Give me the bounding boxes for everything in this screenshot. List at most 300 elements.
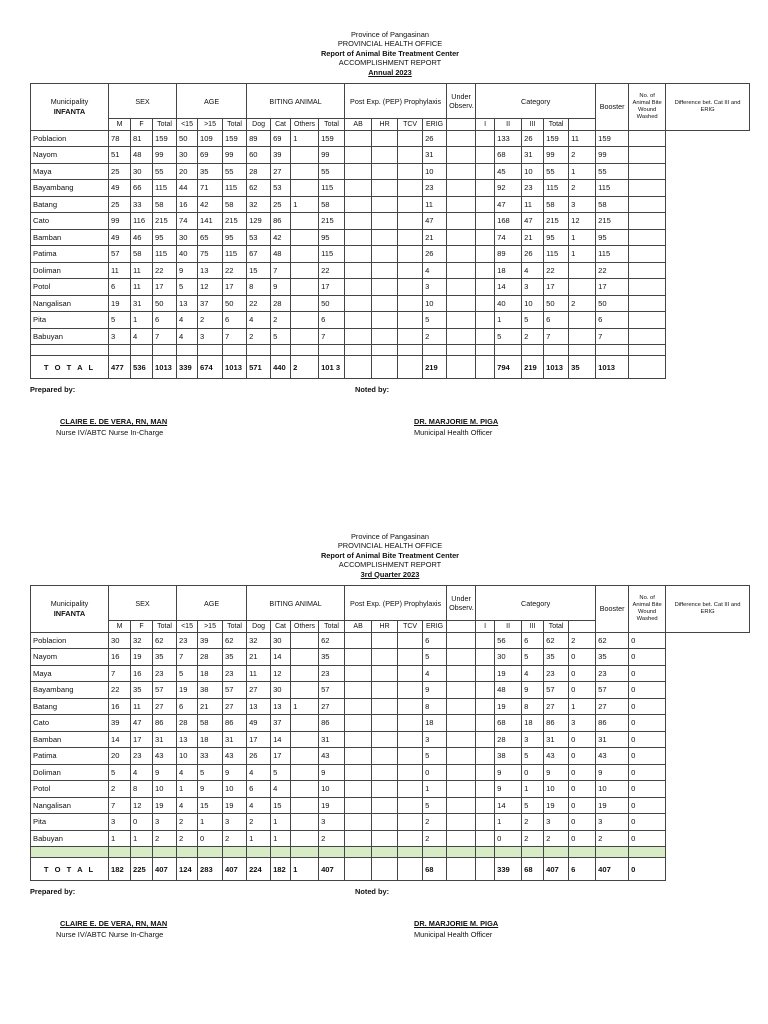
data-cell: 31 (319, 731, 345, 748)
total-cell (476, 858, 495, 881)
subcolumn-header: Others (291, 621, 319, 633)
data-cell: 58 (131, 246, 153, 263)
data-cell: 50 (319, 295, 345, 312)
municipality-cell: Babuyan (31, 328, 109, 345)
blank-cell (31, 345, 109, 356)
table-row (31, 797, 750, 814)
data-cell: 159 (223, 130, 247, 147)
data-cell: 7 (177, 649, 198, 666)
data-cell (476, 328, 495, 345)
data-cell: 5 (522, 797, 544, 814)
data-cell: 115 (544, 246, 569, 263)
blank-cell (476, 345, 495, 356)
data-cell (569, 328, 596, 345)
data-cell (447, 731, 476, 748)
data-cell: 51 (109, 147, 131, 164)
table-row (31, 698, 750, 715)
data-cell (476, 130, 495, 147)
data-cell (291, 764, 319, 781)
difference-header: Difference bet. Cat III and ERIG (666, 586, 750, 633)
data-cell: 32 (247, 632, 271, 649)
data-cell: 2 (569, 147, 596, 164)
data-cell: 50 (153, 295, 177, 312)
blank-cell (109, 847, 131, 858)
data-cell (345, 698, 372, 715)
data-cell: 0 (629, 781, 666, 798)
data-cell: 27 (596, 698, 629, 715)
subcolumn-header (447, 621, 476, 633)
data-cell: 13 (271, 698, 291, 715)
data-cell: 55 (153, 163, 177, 180)
blank-cell (153, 847, 177, 858)
data-cell: 4 (177, 328, 198, 345)
blank-cell (398, 345, 423, 356)
data-cell (398, 731, 423, 748)
data-cell: 1 (569, 163, 596, 180)
data-cell: 2 (177, 830, 198, 847)
table-row (31, 731, 750, 748)
data-cell: 40 (177, 246, 198, 263)
data-cell: 3 (544, 814, 569, 831)
data-cell: 86 (596, 715, 629, 732)
data-cell (476, 682, 495, 699)
center-line: Report of Animal Bite Treatment Center (320, 550, 460, 560)
data-cell (476, 180, 495, 197)
data-cell (291, 632, 319, 649)
blank-cell (31, 847, 109, 858)
data-cell: 1 (131, 830, 153, 847)
municipality-cell: Batang (31, 196, 109, 213)
total-label: T O T A L (31, 858, 109, 881)
data-cell (398, 279, 423, 296)
data-cell (345, 665, 372, 682)
subcolumn-header: ERIG (423, 621, 447, 633)
data-cell: 0 (569, 830, 596, 847)
table-row (31, 814, 750, 831)
data-cell: 0 (569, 731, 596, 748)
total-cell: 283 (198, 858, 223, 881)
data-cell: 23 (153, 665, 177, 682)
data-cell (372, 312, 398, 329)
noted-by-name: DR. MARJORIE M. PIGA (414, 417, 499, 427)
municipality-cell: Maya (31, 163, 109, 180)
data-cell: 13 (198, 262, 223, 279)
total-row (31, 858, 750, 881)
total-cell: 68 (423, 858, 447, 881)
data-cell: 67 (247, 246, 271, 263)
municipality-cell: Nangalisan (31, 797, 109, 814)
data-cell: 14 (495, 797, 522, 814)
data-cell: 35 (131, 682, 153, 699)
data-cell: 7 (109, 797, 131, 814)
total-cell: 1013 (223, 356, 247, 379)
data-cell (345, 632, 372, 649)
data-cell: 3 (198, 328, 223, 345)
data-cell: 37 (271, 715, 291, 732)
total-cell: 674 (198, 356, 223, 379)
municipality-cell: Bamban (31, 731, 109, 748)
data-cell (345, 213, 372, 230)
data-cell (291, 649, 319, 666)
data-cell (569, 262, 596, 279)
table-row (31, 830, 750, 847)
header-row-groups (31, 586, 750, 621)
data-cell: 30 (109, 632, 131, 649)
data-cell: 0 (629, 797, 666, 814)
data-cell: 0 (629, 814, 666, 831)
data-cell: 26 (522, 130, 544, 147)
report-type-line: ACCOMPLISHMENT REPORT (338, 560, 442, 570)
data-cell: 62 (544, 632, 569, 649)
data-cell: 25 (271, 196, 291, 213)
data-cell: 115 (223, 180, 247, 197)
total-cell: 477 (109, 356, 131, 379)
table-row (31, 632, 750, 649)
data-cell: 11 (522, 196, 544, 213)
subcolumn-header: Others (291, 119, 319, 131)
data-cell: 0 (629, 731, 666, 748)
data-cell: 1 (569, 246, 596, 263)
data-cell: 0 (629, 682, 666, 699)
data-cell (398, 715, 423, 732)
data-cell (291, 213, 319, 230)
data-cell (372, 698, 398, 715)
data-cell: 3 (423, 279, 447, 296)
blank-cell (372, 847, 398, 858)
data-cell: 115 (153, 180, 177, 197)
data-cell (398, 781, 423, 798)
data-cell: 5 (198, 764, 223, 781)
data-cell: 4 (247, 764, 271, 781)
data-cell: 75 (198, 246, 223, 263)
data-cell (398, 180, 423, 197)
data-cell (372, 649, 398, 666)
data-cell: 9 (495, 781, 522, 798)
data-cell: 26 (423, 130, 447, 147)
data-cell: 4 (522, 262, 544, 279)
subcolumn-header (447, 119, 476, 131)
data-cell: 50 (544, 295, 569, 312)
blank-cell (198, 847, 223, 858)
data-cell (398, 797, 423, 814)
data-cell: 47 (495, 196, 522, 213)
data-cell: 23 (131, 748, 153, 765)
municipality-cell: Pita (31, 814, 109, 831)
data-cell (398, 196, 423, 213)
table-row (31, 180, 750, 197)
data-cell (476, 830, 495, 847)
municipality-cell: Doliman (31, 262, 109, 279)
data-cell: 58 (153, 196, 177, 213)
data-cell: 22 (544, 262, 569, 279)
data-cell: 2 (423, 328, 447, 345)
signature-block (30, 881, 750, 951)
data-cell: 19 (109, 295, 131, 312)
data-cell: 47 (423, 213, 447, 230)
total-cell: 1013 (544, 356, 569, 379)
data-cell: 50 (223, 295, 247, 312)
prepared-by-name: CLAIRE E. DE VERA, RN, MAN (60, 919, 168, 929)
age-header: AGE (177, 84, 247, 119)
data-cell: 19 (319, 797, 345, 814)
data-cell: 21 (522, 229, 544, 246)
data-cell (345, 130, 372, 147)
data-cell: 10 (544, 781, 569, 798)
table-row (31, 262, 750, 279)
data-cell (372, 262, 398, 279)
data-cell: 7 (109, 665, 131, 682)
blank-cell (476, 847, 495, 858)
biting-animal-header: BITING ANIMAL (247, 586, 345, 621)
total-cell: 6 (569, 858, 596, 881)
data-cell: 5 (109, 764, 131, 781)
data-cell: 0 (423, 764, 447, 781)
municipality-cell: Nayom (31, 649, 109, 666)
data-cell: 6 (247, 781, 271, 798)
data-cell: 17 (596, 279, 629, 296)
data-cell: 0 (629, 748, 666, 765)
data-cell (291, 814, 319, 831)
blank-cell (423, 847, 447, 858)
center-line: Report of Animal Bite Treatment Center (320, 48, 460, 58)
data-cell (345, 312, 372, 329)
data-cell: 141 (198, 213, 223, 230)
data-cell (345, 748, 372, 765)
province-line: Province of Pangasinan (350, 30, 430, 39)
data-cell: 5 (522, 312, 544, 329)
data-cell: 3 (109, 814, 131, 831)
data-cell: 30 (177, 147, 198, 164)
data-cell: 22 (223, 262, 247, 279)
data-cell: 0 (569, 764, 596, 781)
data-cell: 4 (522, 665, 544, 682)
data-cell: 4 (423, 665, 447, 682)
subcolumn-header: III (522, 119, 544, 131)
data-cell: 8 (423, 698, 447, 715)
data-cell: 11 (131, 698, 153, 715)
subcolumn-header: Dog (247, 621, 271, 633)
data-cell (447, 715, 476, 732)
report-third-quarter (30, 532, 750, 951)
subcolumn-header: I (476, 621, 495, 633)
data-cell (372, 213, 398, 230)
data-cell (398, 698, 423, 715)
data-cell (447, 665, 476, 682)
data-cell: 27 (544, 698, 569, 715)
data-cell (372, 246, 398, 263)
data-cell (372, 814, 398, 831)
data-cell: 0 (131, 814, 153, 831)
subcolumn-header: F (131, 621, 153, 633)
data-cell: 43 (153, 748, 177, 765)
data-cell: 31 (223, 731, 247, 748)
municipality-cell: Cato (31, 715, 109, 732)
data-cell: 86 (271, 213, 291, 230)
blank-cell (596, 847, 629, 858)
data-cell (398, 665, 423, 682)
subcolumn-header: >15 (198, 119, 223, 131)
data-cell: 2 (271, 312, 291, 329)
data-cell: 38 (198, 682, 223, 699)
data-cell (447, 682, 476, 699)
noted-by-title: Municipal Health Officer (414, 428, 493, 438)
table-row (31, 649, 750, 666)
data-cell: 30 (177, 229, 198, 246)
data-cell: 2 (569, 180, 596, 197)
data-cell: 5 (495, 328, 522, 345)
data-cell (447, 764, 476, 781)
subcolumn-header: M (109, 621, 131, 633)
data-cell: 23 (596, 665, 629, 682)
blank-cell (544, 345, 569, 356)
data-cell: 33 (131, 196, 153, 213)
data-cell: 3 (522, 731, 544, 748)
total-cell: 407 (153, 858, 177, 881)
data-cell: 13 (177, 295, 198, 312)
data-cell (476, 764, 495, 781)
subcolumn-header: Total (153, 621, 177, 633)
data-cell: 95 (319, 229, 345, 246)
data-cell (372, 731, 398, 748)
data-cell: 11 (569, 130, 596, 147)
data-cell: 31 (153, 731, 177, 748)
data-cell: 22 (596, 262, 629, 279)
data-cell: 65 (198, 229, 223, 246)
data-cell (476, 295, 495, 312)
data-cell: 58 (544, 196, 569, 213)
data-cell: 8 (522, 698, 544, 715)
data-cell: 0 (629, 632, 666, 649)
data-cell (372, 830, 398, 847)
table-row (31, 665, 750, 682)
data-cell: 23 (423, 180, 447, 197)
data-cell: 10 (153, 781, 177, 798)
data-cell: 18 (198, 665, 223, 682)
total-cell: 68 (522, 858, 544, 881)
data-cell: 133 (495, 130, 522, 147)
blank-cell (198, 345, 223, 356)
data-cell: 31 (131, 295, 153, 312)
municipality-label: Municipality (50, 598, 89, 608)
data-cell: 28 (247, 163, 271, 180)
accomplishment-table (30, 83, 750, 379)
total-cell: 407 (319, 858, 345, 881)
data-cell (345, 797, 372, 814)
total-cell: 224 (247, 858, 271, 881)
data-cell: 10 (423, 295, 447, 312)
header-row-groups (31, 84, 750, 119)
data-cell: 71 (198, 180, 223, 197)
data-cell: 37 (198, 295, 223, 312)
blank-cell (569, 847, 596, 858)
data-cell: 23 (319, 665, 345, 682)
data-cell: 57 (223, 682, 247, 699)
data-cell (372, 196, 398, 213)
data-cell (345, 163, 372, 180)
municipality-cell: Maya (31, 665, 109, 682)
subcolumn-header: Total (223, 119, 247, 131)
blank-cell (177, 847, 198, 858)
data-cell: 0 (629, 665, 666, 682)
data-cell: 0 (569, 814, 596, 831)
data-cell (629, 180, 666, 197)
data-cell: 159 (544, 130, 569, 147)
data-cell: 58 (198, 715, 223, 732)
blank-cell (223, 847, 247, 858)
data-cell: 17 (223, 279, 247, 296)
total-cell: 339 (177, 356, 198, 379)
data-cell (372, 764, 398, 781)
data-cell: 42 (198, 196, 223, 213)
data-cell: 25 (109, 196, 131, 213)
data-cell: 4 (177, 764, 198, 781)
data-cell: 19 (544, 797, 569, 814)
total-cell: 407 (596, 858, 629, 881)
data-cell: 99 (223, 147, 247, 164)
data-cell (372, 715, 398, 732)
blank-cell (319, 847, 345, 858)
data-cell: 62 (596, 632, 629, 649)
data-cell: 2 (177, 814, 198, 831)
data-cell: 21 (247, 649, 271, 666)
total-cell: 182 (271, 858, 291, 881)
data-cell: 15 (271, 797, 291, 814)
subcolumn-header: Total (544, 119, 569, 131)
data-cell: 23 (544, 665, 569, 682)
data-cell: 1 (291, 130, 319, 147)
data-cell: 1 (522, 781, 544, 798)
subcolumn-header: F (131, 119, 153, 131)
data-cell: 99 (544, 147, 569, 164)
blank-cell (291, 345, 319, 356)
table-row (31, 312, 750, 329)
prepared-by-name: CLAIRE E. DE VERA, RN, MAN (60, 417, 168, 427)
data-cell: 11 (247, 665, 271, 682)
data-cell: 23 (522, 180, 544, 197)
data-cell: 215 (153, 213, 177, 230)
blank-cell (447, 847, 476, 858)
data-cell: 26 (522, 246, 544, 263)
noted-by-title: Municipal Health Officer (414, 930, 493, 940)
data-cell: 8 (247, 279, 271, 296)
data-cell (291, 781, 319, 798)
subcolumn-header: TCV (398, 119, 423, 131)
data-cell (398, 262, 423, 279)
data-cell: 7 (223, 328, 247, 345)
municipality-cell: Nangalisan (31, 295, 109, 312)
subcolumn-header: II (495, 119, 522, 131)
data-cell: 5 (522, 748, 544, 765)
total-cell (629, 356, 666, 379)
data-cell: 62 (247, 180, 271, 197)
data-cell: 9 (495, 764, 522, 781)
data-cell: 18 (495, 262, 522, 279)
data-cell (372, 147, 398, 164)
data-cell: 69 (198, 147, 223, 164)
data-cell (476, 715, 495, 732)
data-cell: 12 (198, 279, 223, 296)
data-cell: 57 (596, 682, 629, 699)
data-cell (629, 130, 666, 147)
data-cell: 14 (109, 731, 131, 748)
blank-cell (522, 847, 544, 858)
noted-by-name: DR. MARJORIE M. PIGA (414, 919, 499, 929)
data-cell: 45 (495, 163, 522, 180)
data-cell: 18 (522, 715, 544, 732)
data-cell (629, 295, 666, 312)
subcolumn-header: II (495, 621, 522, 633)
data-cell: 9 (271, 279, 291, 296)
